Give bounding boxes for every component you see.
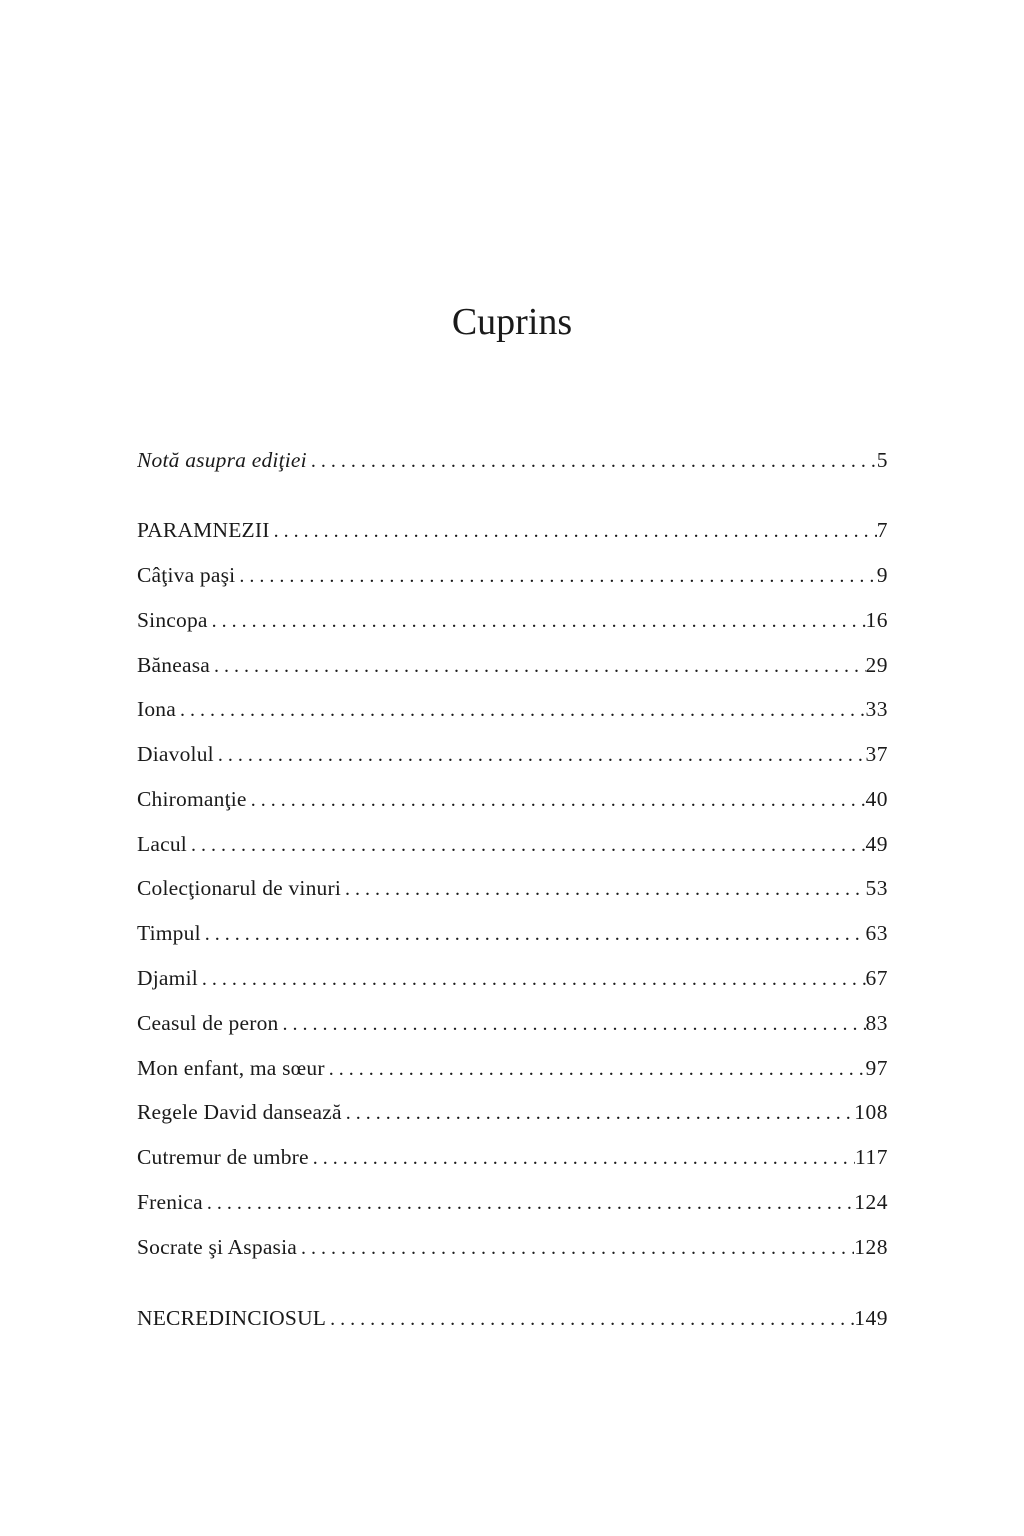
toc-dot-leader xyxy=(201,918,866,949)
toc-dot-leader xyxy=(198,963,866,994)
toc-dot-leader xyxy=(247,784,866,815)
toc-page-number: 9 xyxy=(876,563,888,587)
toc-entry-socrate-si-aspasia xyxy=(137,1231,888,1263)
toc-entry-djamil xyxy=(137,962,888,994)
toc-entry-title: Frenica xyxy=(137,1190,203,1214)
toc-page-number: 5 xyxy=(876,448,888,472)
toc-entry-title: Băneasa xyxy=(137,653,211,677)
toc-page-number: 40 xyxy=(865,787,888,811)
toc-entry-cutremur-de-umbre xyxy=(137,1141,888,1173)
toc-dot-leader xyxy=(203,1187,854,1218)
toc-entry-colectionarul-de-vinuri xyxy=(137,872,888,904)
toc-entry-cativa-pasi xyxy=(137,559,888,591)
toc-page-number: 67 xyxy=(865,966,888,990)
toc-dot-leader xyxy=(270,515,877,546)
toc-entry-title: Colecţionarul de vinuri xyxy=(137,876,342,900)
toc-page-number: 117 xyxy=(855,1145,888,1169)
toc-entry-iona xyxy=(137,693,888,725)
toc-page-number: 33 xyxy=(865,697,888,721)
toc-entry-title: Cutremur de umbre xyxy=(137,1145,309,1169)
toc-entry-title: Regele David dansează xyxy=(137,1100,342,1124)
page-title: Cuprins xyxy=(451,301,573,343)
toc-entry-nota-asupra-editiei xyxy=(137,444,888,476)
toc-entry-title: Chiromanţie xyxy=(137,787,247,811)
toc-entry-sincopa xyxy=(137,604,888,636)
toc-page-number: 16 xyxy=(865,608,888,632)
toc-dot-leader xyxy=(187,829,866,860)
toc-page-number: 53 xyxy=(865,876,888,900)
toc-entry-title: Lacul xyxy=(137,832,187,856)
toc-dot-leader xyxy=(325,1053,866,1084)
toc-entry-title: Timpul xyxy=(137,921,201,945)
toc-dot-leader xyxy=(297,1232,854,1263)
toc-dot-leader xyxy=(235,560,876,591)
toc-page-number: 37 xyxy=(865,742,888,766)
toc-dot-leader xyxy=(342,1097,854,1128)
toc-entry-title: NECREDINCIOSUL xyxy=(137,1306,327,1330)
toc-entry-timpul xyxy=(137,917,888,949)
toc-page-number: 83 xyxy=(865,1011,888,1035)
toc-dot-leader xyxy=(210,650,865,681)
toc-page-number: 29 xyxy=(865,653,888,677)
toc-entry-chiromantie xyxy=(137,783,888,815)
toc-entry-title: Ceasul de peron xyxy=(137,1011,279,1035)
toc-entry-title: Diavolul xyxy=(137,742,214,766)
toc-dot-leader xyxy=(176,694,865,725)
toc-entry-title: Sincopa xyxy=(137,608,208,632)
toc-page-number: 124 xyxy=(854,1190,888,1214)
toc-dot-leader xyxy=(279,1008,866,1039)
toc-entry-necredinciosul xyxy=(137,1302,888,1334)
toc-entry-diavolul xyxy=(137,738,888,770)
toc-page-number: 49 xyxy=(865,832,888,856)
toc-dot-leader xyxy=(309,1142,855,1173)
toc-entry-title: Câţiva paşi xyxy=(137,563,236,587)
toc-page-number: 128 xyxy=(854,1235,888,1259)
toc-entry-lacul xyxy=(137,828,888,860)
toc-entry-baneasa xyxy=(137,649,888,681)
toc-entry-title: Iona xyxy=(137,697,177,721)
toc-entry-title: Mon enfant, ma sœur xyxy=(137,1056,325,1080)
toc-page-number: 108 xyxy=(854,1100,888,1124)
toc-entry-paramnezii xyxy=(137,514,888,546)
toc-dot-leader xyxy=(326,1303,854,1334)
toc-entry-regele-david xyxy=(137,1096,888,1128)
toc-entry-ceasul-de-peron xyxy=(137,1007,888,1039)
toc-page-number: 7 xyxy=(876,518,888,542)
toc-dot-leader xyxy=(341,873,865,904)
toc-entry-frenica xyxy=(137,1186,888,1218)
toc-entry-mon-enfant xyxy=(137,1052,888,1084)
toc-dot-leader xyxy=(307,445,877,476)
toc-page-number: 149 xyxy=(854,1306,888,1330)
toc-entry-title: PARAMNEZII xyxy=(137,518,270,542)
toc-entry-title: Notă asupra ediţiei xyxy=(137,448,307,472)
toc-dot-leader xyxy=(208,605,866,636)
toc-page-number: 97 xyxy=(865,1056,888,1080)
toc-dot-leader xyxy=(214,739,866,770)
toc-page-number: 63 xyxy=(865,921,888,945)
toc-entry-title: Socrate şi Aspasia xyxy=(137,1235,298,1259)
toc-entry-title: Djamil xyxy=(137,966,198,990)
